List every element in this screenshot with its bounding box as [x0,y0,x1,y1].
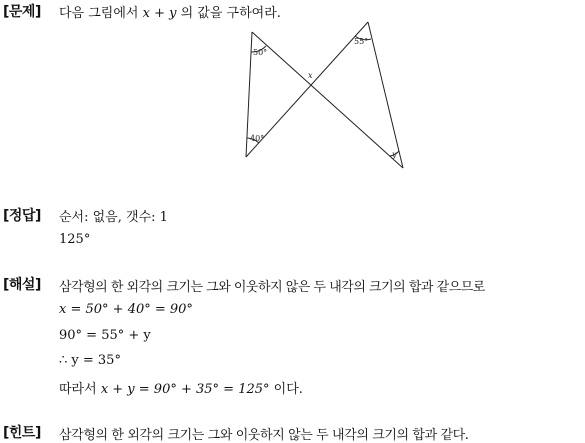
explanation-line-5-post: 이다. [269,382,303,397]
answer-line-1: 순서: 없음, 갯수: 1 [59,210,168,225]
angle-label-top-right: 55° [354,37,369,46]
answer-tag: [정답] [3,208,41,224]
angle-label-bottom-right: y [392,150,397,159]
problem-text-pre: 다음 그림에서 [59,6,143,21]
angle-label-top-left: 50° [253,48,268,57]
explanation-line-5 [59,378,303,397]
explanation-line-1: 삼각형의 한 외각의 크기는 그와 이웃하지 않은 두 내각의 크기의 합과 같으므로 [59,280,485,295]
explanation-line-5-pre: 따라서 [59,382,101,397]
problem-tag: [문제] [3,4,41,20]
explanation-line-5-math: x + y = 90° + 35° = 125° [100,382,270,397]
problem-text-math: x + y [142,6,177,21]
diagonal-up-line [246,22,368,157]
hint-text: 삼각형의 한 외각의 크기는 그와 이웃하지 않는 두 내각의 크기의 합과 같다. [59,428,469,443]
explanation-tag: [해설] [3,277,41,293]
explanation-line-2: x = 50° + 40° = 90° [59,302,193,317]
geometry-figure [225,14,415,174]
diagonal-down-line [252,32,403,168]
angle-label-center: x [308,71,313,80]
problem-text-post: 의 값을 구하여라. [176,6,281,21]
explanation-line-4: ∴ y = 35° [59,353,121,368]
hint-tag: [힌트] [3,425,41,441]
angle-label-bottom-left: 40° [250,134,265,143]
answer-line-2: 125° [59,232,91,247]
right-vertical-line [368,22,403,168]
explanation-line-3: 90° = 55° + y [59,328,151,343]
